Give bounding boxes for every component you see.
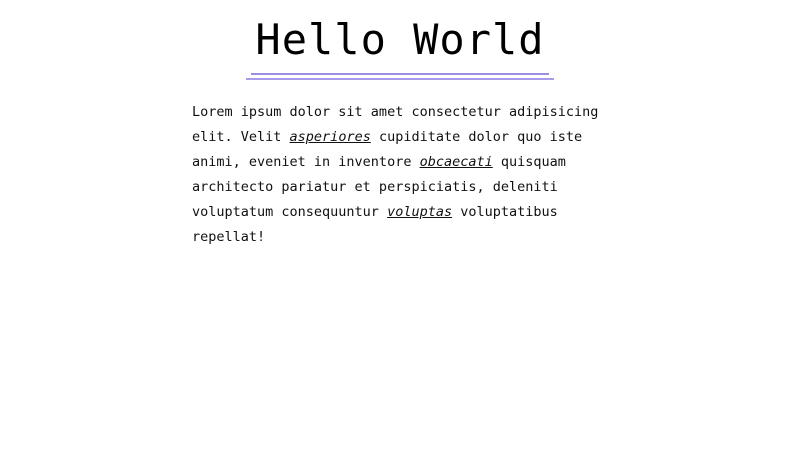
paragraph-emphasis-voluptas: voluptas (387, 204, 453, 220)
page-title-container (0, 0, 800, 80)
paragraph-emphasis-asperiores: asperiores (289, 129, 371, 145)
page-title: Hello World (251, 14, 548, 75)
paragraph-segment-6: voluptatibus repellat! (192, 204, 558, 245)
body-paragraph (192, 100, 612, 250)
body-text-block (192, 100, 612, 250)
paragraph-segment-2: cupiditate dolor quo iste animi, eveniet in inventore (192, 129, 583, 170)
title-underline-rule (246, 78, 554, 80)
paragraph-emphasis-obcaecati: obcaecati (419, 154, 493, 170)
paragraph-segment-4: quisquam architecto pariatur et perspiciatis, deleniti voluptatum consequuntur (192, 154, 566, 220)
paragraph-segment-0: Lorem ipsum dolor sit amet consectetur adipisicing elit. Velit (192, 104, 599, 145)
